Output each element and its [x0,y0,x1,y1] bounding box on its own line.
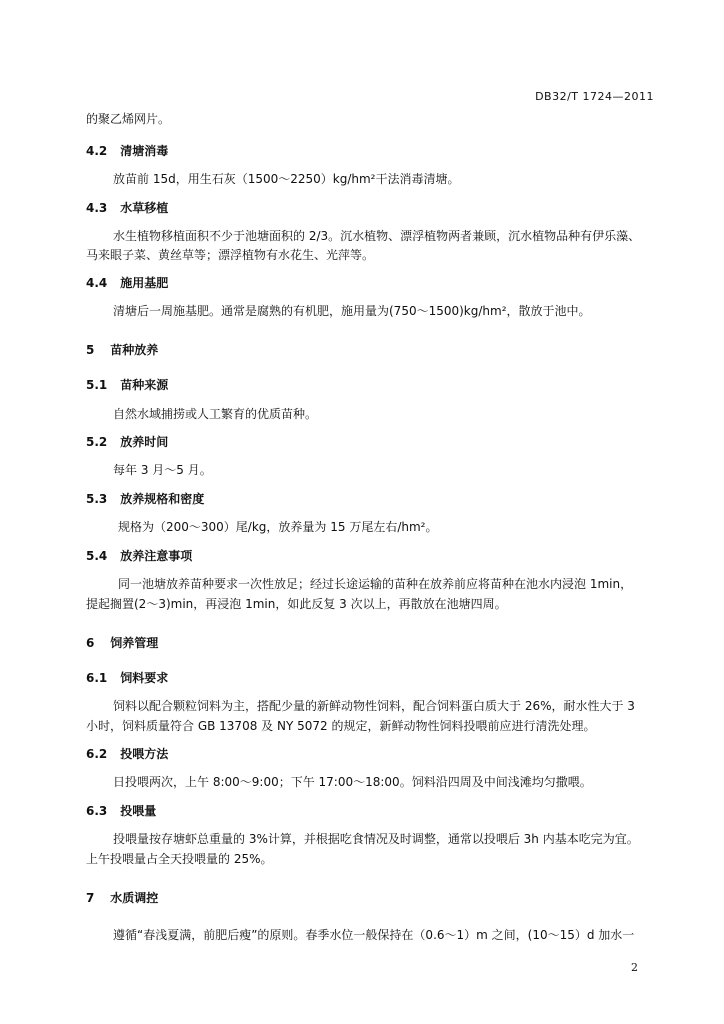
section-number: 6.2 [86,747,108,761]
page-number: 2 [631,961,638,974]
paragraph-line: 的聚乙烯网片。 [86,112,171,126]
paragraph-line: 每年 3 月～5 月。 [113,463,212,477]
section-heading-6-3 [86,802,656,820]
section-number: 6.3 [86,804,108,818]
section-title: 施用基肥 [120,276,169,290]
section-title: 放养注意事项 [120,549,193,563]
section-number: 5.1 [86,378,108,392]
section-title: 苗种放养 [110,343,159,357]
paragraph-line: 放苗前 15d，用生石灰（1500～2250）kg/hm²干法消毒清塘。 [113,172,460,186]
section-heading-5-4 [86,547,656,565]
paragraph-line: 投喂量按存塘虾总重量的 3%计算，并根据吃食情况及时调整，通常以投喂后 3h 内基本吃完为宜。 [113,832,639,846]
section-number: 7 [86,891,95,905]
section-number: 5 [86,343,95,357]
section-title: 投喂方法 [120,747,169,761]
paragraph-line: 小时，饲料质量符合 GB 13708 及 NY 5072 的规定，新鲜动物性饲料投喂前应进行清洗处理。 [86,719,596,733]
section-heading-6 [86,634,656,652]
section-heading-6-1 [86,669,656,687]
paragraph-line: 水生植物移植面积不少于池塘面积的 2/3。沉水植物、漂浮植物两者兼顾，沉水植物品种有伊乐藻、 [113,229,641,243]
section-title: 放养规格和密度 [120,492,205,506]
section-heading-4-4 [86,274,656,292]
section-heading-6-2 [86,745,656,763]
section-title: 清塘消毒 [120,144,169,158]
section-heading-5-3 [86,490,656,508]
section-title: 投喂量 [120,804,157,818]
paragraph-line: 日投喂两次，上午 8:00～9:00；下午 17:00～18:00。饲料沿四周及中间浅滩均匀撒喂。 [113,775,592,789]
section-title: 放养时间 [120,435,169,449]
section-title: 水草移植 [120,201,169,215]
paragraph-line: 提起搁置(2～3)min，再浸泡 1min，如此反复 3 次以上，再散放在池塘四周。 [86,597,507,611]
paragraph-line: 遵循“春浅夏满，前肥后瘦”的原则。春季水位一般保持在（0.6～1）m 之间，(10～15）d 加水一 [113,928,635,942]
section-heading-5 [86,341,656,359]
paragraph-line: 自然水域捕捞或人工繁育的优质苗种。 [113,407,318,421]
section-heading-5-1 [86,376,656,394]
section-number: 4.3 [86,201,108,215]
paragraph-line: 饲料以配合颗粒饲料为主，搭配少量的新鲜动物性饲料，配合饲料蛋白质大于 26%，耐水性大于 3 [113,699,635,713]
section-heading-4-2 [86,142,656,160]
section-number: 5.4 [86,549,108,563]
section-heading-7 [86,889,656,907]
section-title: 水质调控 [110,891,159,905]
section-number: 4.4 [86,276,108,290]
section-title: 饲养管理 [110,636,159,650]
paragraph-line: 上午投喂量占全天投喂量的 25%。 [86,852,273,866]
paragraph-line: 同一池塘放养苗种要求一次性放足；经过长途运输的苗种在放养前应将苗种在池水内浸泡 1min， [118,577,633,591]
section-number: 4.2 [86,144,108,158]
section-title: 饲料要求 [120,671,169,685]
standard-code: DB32/T 1724—2011 [535,90,654,103]
section-number: 5.3 [86,492,108,506]
paragraph-line: 清塘后一周施基肥。通常是腐熟的有机肥，施用量为(750～1500)kg/hm²，散放于池中。 [113,304,591,318]
section-number: 6 [86,636,95,650]
section-number: 5.2 [86,435,108,449]
section-number: 6.1 [86,671,108,685]
paragraph-line: 马来眼子菜、黄丝草等；漂浮植物有水花生、光萍等。 [86,248,375,262]
section-heading-5-2 [86,433,656,451]
paragraph-line: 规格为（200～300）尾/kg，放养量为 15 万尾左右/hm²。 [118,520,438,534]
section-heading-4-3 [86,199,656,217]
section-title: 苗种来源 [120,378,169,392]
